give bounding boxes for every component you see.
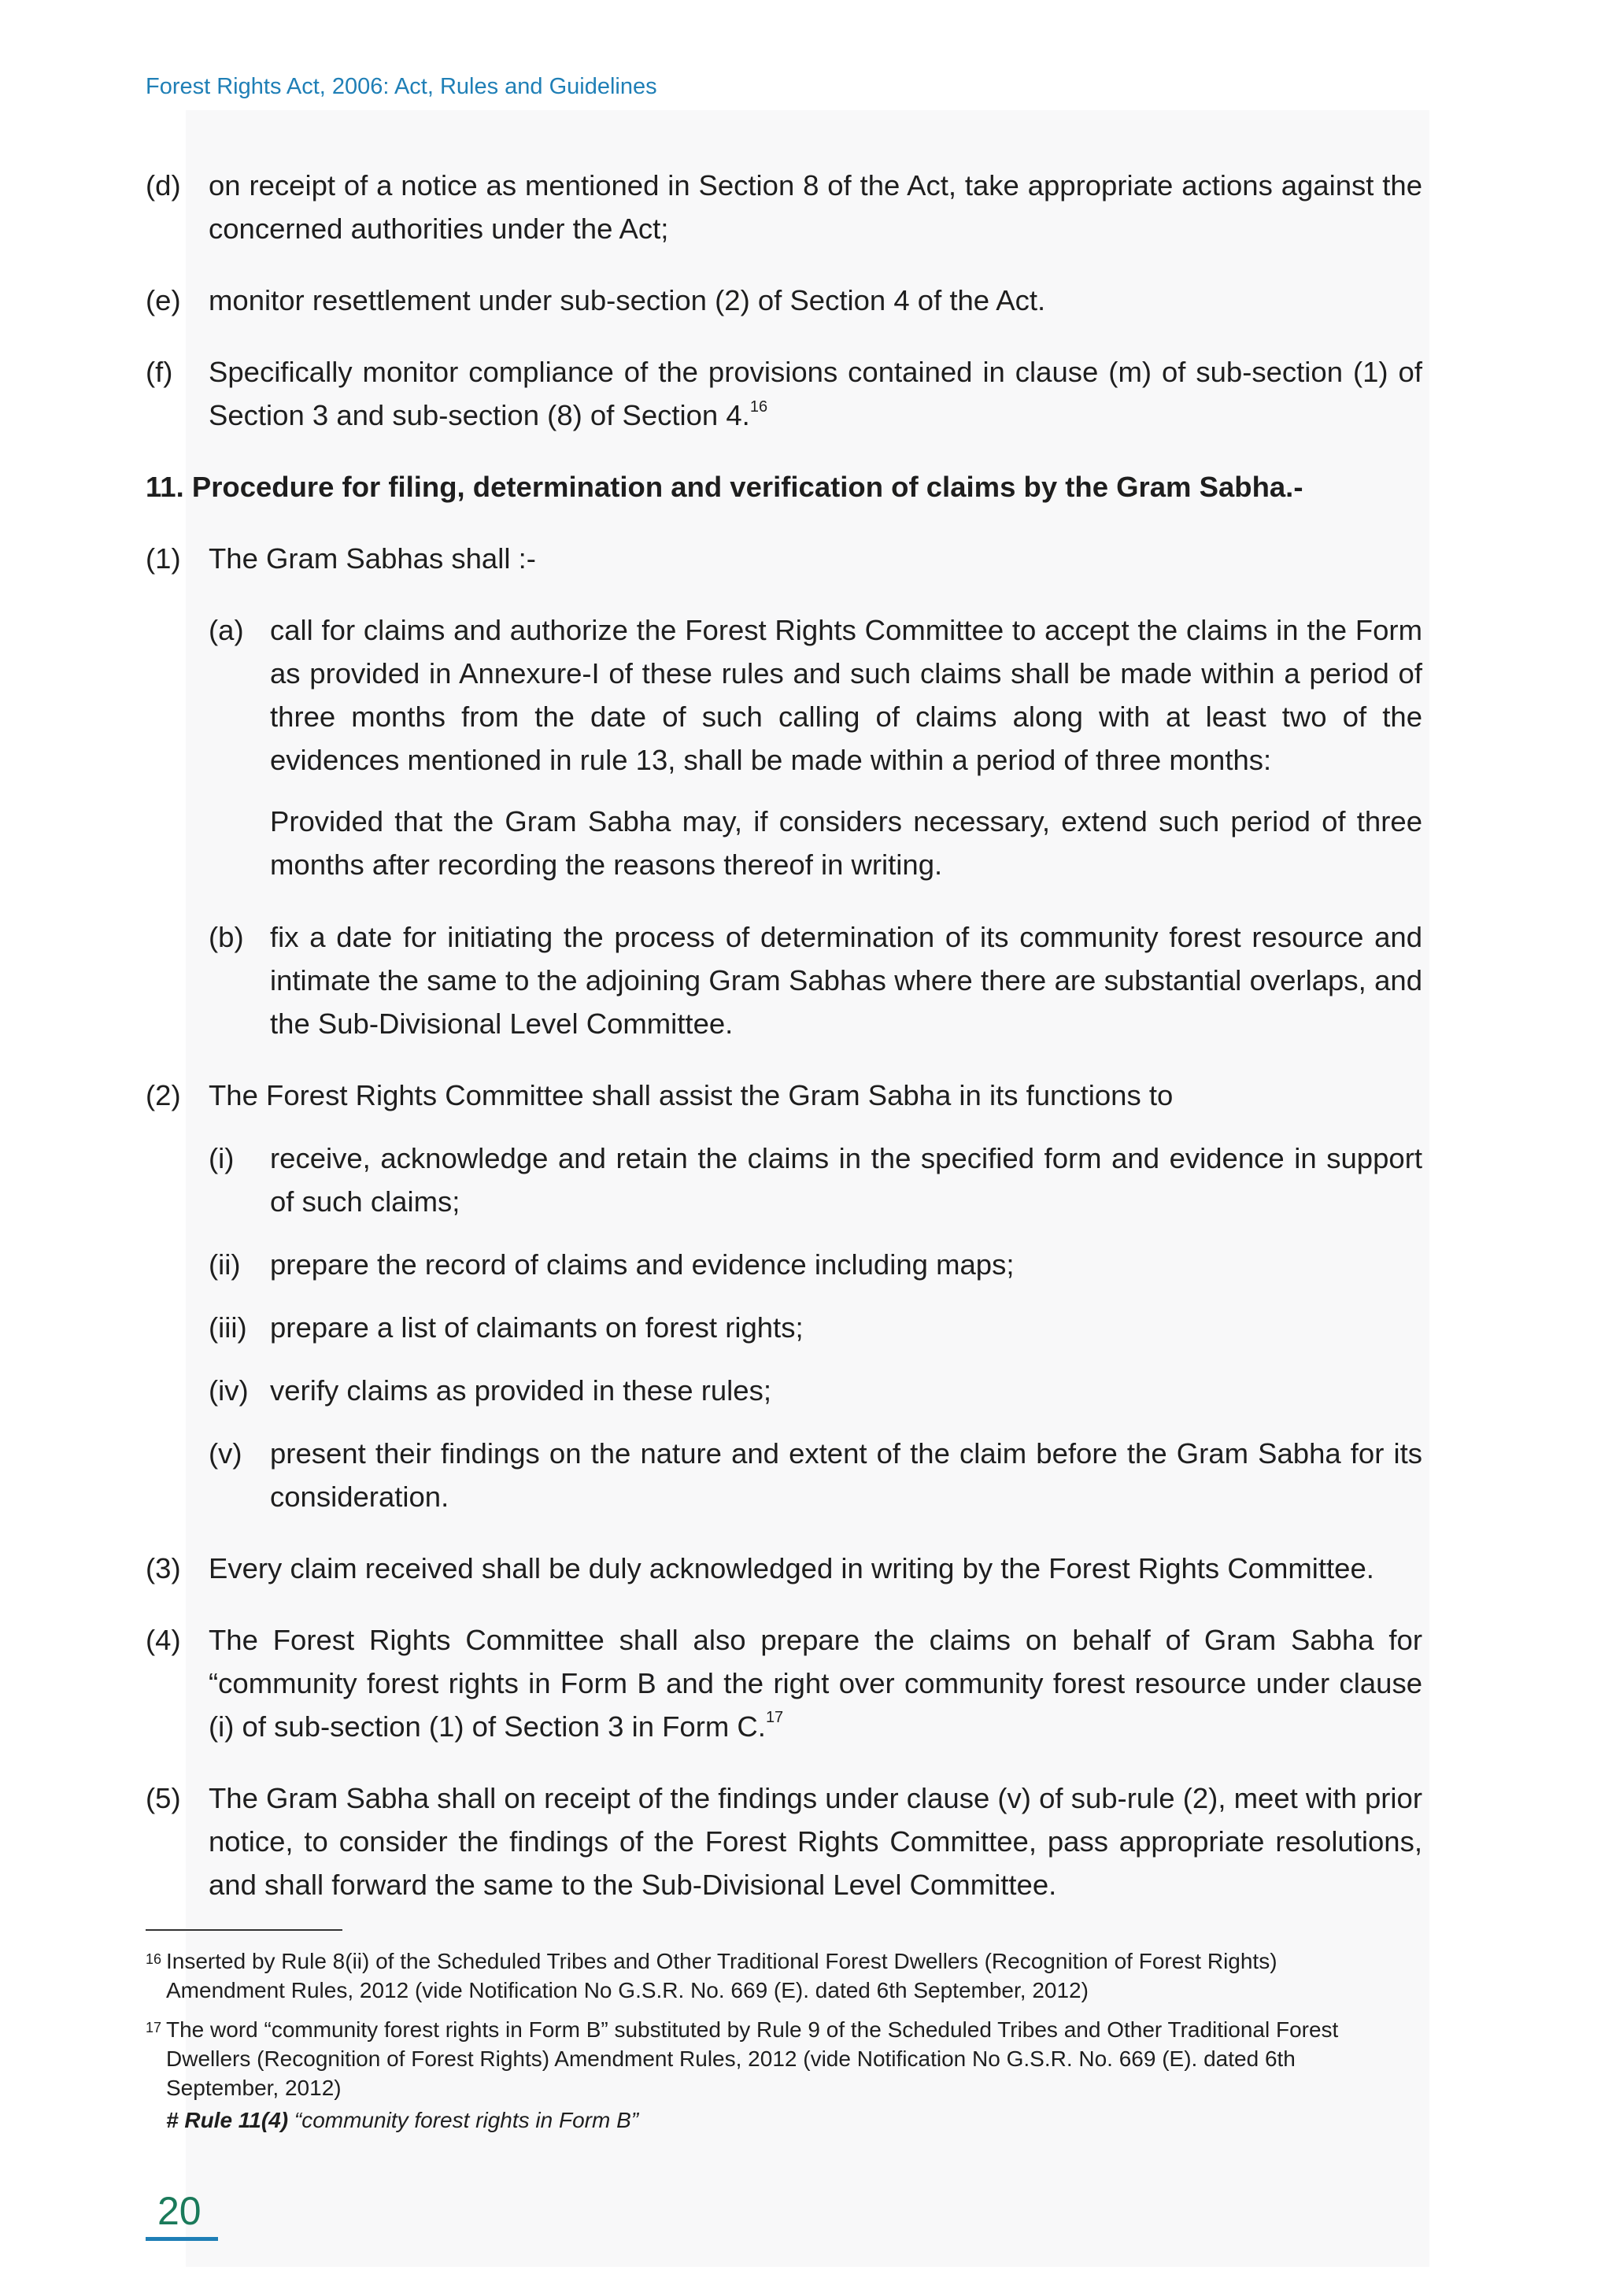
clause-f (146, 350, 1422, 437)
clause-marker: (iv) (209, 1374, 249, 1407)
clause-text: fix a date for initiating the process of determination of its community forest resource and intimate the same to the adjoining Gram Sabhas where there are substantial overlaps, and the Sub-Divisional Level Committee. (270, 920, 1422, 1040)
clause-marker: (d) (146, 169, 181, 202)
page-number: 20 (157, 2189, 202, 2233)
footnote-16 (146, 1947, 1389, 2005)
sub-rule-marker: (3) (146, 1551, 181, 1584)
sub-rule-marker: (1) (146, 542, 181, 575)
clause-e (146, 279, 1422, 322)
footnote-note-ref: # Rule 11(4) (166, 2108, 289, 2132)
footnote-ref-16[interactable]: 16 (749, 397, 768, 416)
section-heading: 11. Procedure for filing, determination and verification of claims by the Gram Sabha.- (146, 471, 1303, 503)
sub-rule-4 (146, 1618, 1422, 1748)
sub-rule-marker: (4) (146, 1623, 181, 1656)
proviso: Provided that the Gram Sabha may, if considers necessary, extend such period of three months after recording the reasons thereof in writing. (270, 805, 1422, 881)
sub-rule-text: Every claim received shall be duly acknowledged in writing by the Forest Rights Committee. (209, 1551, 1374, 1584)
clause-marker: (i) (209, 1141, 235, 1174)
sub-rule-3 (146, 1547, 1422, 1590)
clause-text: monitor resettlement under sub-section (2) of Section 4 of the Act. (209, 284, 1046, 316)
clause-ii (209, 1243, 1422, 1286)
clause-marker: (ii) (209, 1248, 241, 1281)
clause-marker: (v) (209, 1436, 242, 1470)
clause-marker: (iii) (209, 1311, 247, 1344)
sub-rule-text: The Gram Sabha shall on receipt of the findings under clause (v) of sub-rule (2), meet with prior notice, to consider the findings of the Forest Rights Committee, pass appropriate resolutions, and shall forward the same to the Sub-Divisional Level Committee. (209, 1781, 1422, 1901)
clause-marker: (e) (146, 284, 181, 316)
clause-iv (209, 1369, 1422, 1412)
clause-marker: (b) (209, 920, 244, 953)
clause-text: verify claims as provided in these rules; (270, 1374, 771, 1407)
footnote-text: The word “community forest rights in Form B” substituted by Rule 9 of the Scheduled Tribes and Other Traditional Forest Dwellers (Recognition of Forest Rights) Amendment Rules, 2012 (vide Notification No G.S.R. No. 669 (E). dated 6th September, 2012) (166, 2017, 1339, 2100)
footnote-number: 16 (146, 1951, 162, 1967)
footnote-text: Inserted by Rule 8(ii) of the Scheduled Tribes and Other Traditional Forest Dwellers (Recognition of Forest Rights) Amendment Rules, 2012 (vide Notification No G.S.R. No. 669 (E). dated 6th September, 2012) (166, 1949, 1277, 2002)
clause-text: on receipt of a notice as mentioned in Section 8 of the Act, take appropriate actions against the concerned authorities under the Act; (209, 169, 1422, 245)
sub-rule-text: The Forest Rights Committee shall assist the Gram Sabha in its functions to (209, 1078, 1174, 1111)
sub-rule-text: The Forest Rights Committee shall also prepare the claims on behalf of Gram Sabha for “community forest rights in Form B and the right over community forest resource under clause (i) of sub-section (1) of Section 3 in Form C. (209, 1623, 1422, 1743)
footnote-note (146, 2106, 1389, 2135)
clause-a (209, 608, 1422, 782)
clause-text: prepare the record of claims and evidence including maps; (270, 1248, 1015, 1281)
clause-i (209, 1137, 1422, 1223)
sub-rule-5 (146, 1777, 1422, 1906)
clause-d (146, 164, 1422, 250)
clause-text: Specifically monitor compliance of the provisions contained in clause (m) of sub-section (1) of Section 3 and sub-section (8) of Section 4. (209, 356, 1422, 431)
footnote-separator (146, 1929, 342, 1931)
clause-b (209, 915, 1422, 1045)
clause-text: call for claims and authorize the Forest Rights Committee to accept the claims in the Form as provided in Annexure-I of these rules and such claims shall be made within a period of three months from the date of such calling of claims along with at least two of the evidences mentioned in rule 13, shall be made within a period of three months: (270, 614, 1422, 776)
sub-rule-2 (146, 1074, 1422, 1117)
sub-rule-1 (146, 537, 1422, 580)
sub-rule-marker: (2) (146, 1078, 181, 1111)
sub-rule-text: The Gram Sabhas shall :- (209, 542, 536, 575)
footnote-17 (146, 2015, 1389, 2102)
footnote-number: 17 (146, 2020, 162, 2035)
clause-text: prepare a list of claimants on forest rights; (270, 1311, 804, 1344)
running-header: Forest Rights Act, 2006: Act, Rules and Guidelines (146, 74, 657, 99)
sub-rule-marker: (5) (146, 1781, 181, 1814)
clause-text: present their findings on the nature and extent of the claim before the Gram Sabha for its consideration. (270, 1436, 1422, 1513)
footnotes (146, 1947, 1389, 2135)
page-number-underline (146, 2237, 218, 2241)
document-body (146, 164, 1422, 1906)
clause-marker: (f) (146, 356, 173, 388)
footnote-ref-17[interactable]: 17 (765, 1709, 784, 1727)
footnote-note-text: “community forest rights in Form B” (288, 2108, 639, 2132)
clause-text: receive, acknowledge and retain the claims in the specified form and evidence in support of such claims; (270, 1141, 1422, 1218)
clause-v (209, 1432, 1422, 1518)
clause-iii (209, 1306, 1422, 1349)
clause-marker: (a) (209, 614, 244, 646)
